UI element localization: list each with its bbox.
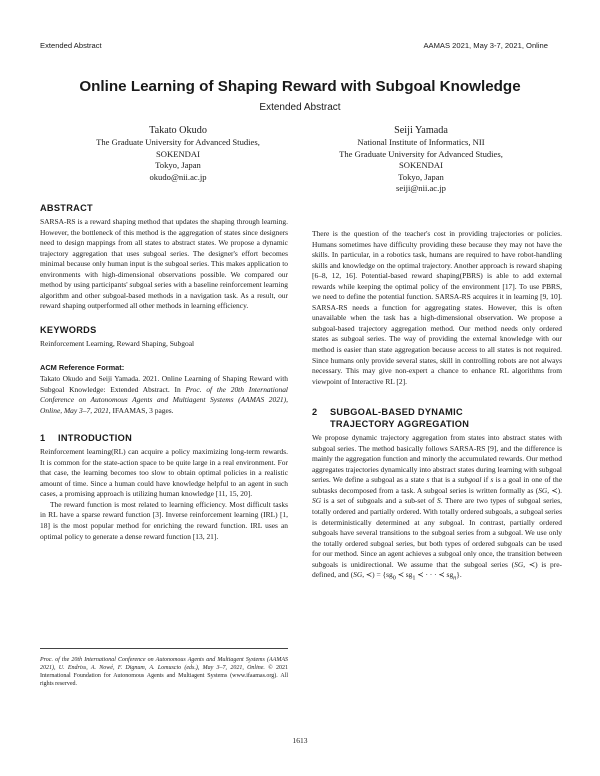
running-header-right: AAMAS 2021, May 3-7, 2021, Online (423, 41, 548, 50)
acm-reference-text (40, 374, 288, 416)
acm-reference-end: , IFAAMAS, 3 pages. (108, 405, 174, 415)
math-symbol: SG (353, 570, 363, 580)
section-title: INTRODUCTION (58, 433, 133, 444)
math-run: , ≺) = {sg (362, 570, 393, 580)
paper-subtitle: Extended Abstract (259, 102, 341, 113)
text-run: if (481, 475, 491, 485)
math-symbol: SG (312, 496, 322, 506)
author-block-2 (301, 124, 541, 195)
keywords-heading: KEYWORDS (40, 324, 97, 335)
right-column (312, 229, 562, 584)
text-run: , ≺). (547, 485, 562, 495)
text-run: We propose dynamic trajectory aggregation from states into abstract states with subgoal series. The method basically follows SARSA-RS [9], and the difference is mainly the aggregation function and minorly the accumulated rewards. Our method aggregates trajectories dynamically into abstract states during learning with subgoal series. We define a subgoal as a state (312, 433, 562, 485)
text-run: , ≺) is pre-defined, and ( (312, 559, 562, 580)
acm-reference-heading: ACM Reference Format: (40, 363, 125, 373)
math-run: ≺ sg (395, 570, 413, 580)
section-number: 1 (40, 433, 46, 444)
author-affiliation: The Graduate University for Advanced Studies, (96, 137, 260, 147)
acm-reference-venue: Proc. of the 20th International Conference on Autonomous Agents and Multiagent Systems (AAMAS 2021), Online, May 3–7, 2021 (40, 384, 288, 415)
text-run: that is a (429, 475, 458, 485)
author-affiliation: SOKENDAI (399, 160, 443, 170)
abstract-heading: ABSTRACT (40, 203, 93, 213)
math-symbol: S (437, 496, 441, 506)
intro-paragraph-1: Reinforcement learning(RL) can acquire a policy maximizing long-term rewards. It is common for the state-action space to be quite large in a real environment. For that case, the learning becomes too slow to obtain optimal policies in a realistic amount of time. Since a human could have knowledge helpful to an agent in such cases, a promising approach is utilizing human knowledge [11, 15, 20]. (40, 447, 288, 499)
intro-paragraph-2: The reward function is most related to learning efficiency. Most difficult tasks in RL have a sparse reward function [3]. Inverse reinforcement learning (IRL) [1, 18] is the most popular method for enriching the reward function. IRL uses an optimal policy to generate a dense reward function [13, 21]. (40, 499, 288, 541)
math-subscript: 0 (392, 574, 396, 582)
author-affiliation: National Institute of Informatics, NII (357, 137, 485, 147)
author-location: Tokyo, Japan (155, 160, 201, 170)
keywords-text: Reinforcement Learning, Reward Shaping, Subgoal (40, 338, 195, 348)
emphasis: subgoal (457, 475, 482, 485)
math-symbol: s (426, 475, 430, 485)
math-run: }. (456, 570, 462, 580)
math-symbol: SG (514, 559, 524, 569)
section-2-heading (312, 407, 562, 430)
section-2-paragraph (312, 433, 562, 584)
introduction-heading (40, 432, 288, 444)
math-subscript: 1 (412, 574, 416, 582)
text-run: . There are two types of subgoal series, totally ordered and partially ordered. With totally ordered subgoals, a subgoal series is deterministically determined at any subgoal. In contrast, partially ordered subgoals have several transitions to the subgoal series from a subgoal. We use only the totally ordered subgoal series, but both types of ordered subgoals can be used for our method. Since an agent achieves a subgoal only once, the transition between subgoals is unidirectional. We assume that the subgoal series ( (312, 496, 562, 569)
section-title-line-2: TRAJECTORY AGGREGATION (330, 418, 470, 429)
abstract-text: SARSA-RS is a reward shaping method that updates the shaping through learning. However, the bottleneck of this method is the aggregation of states since designers need to design mappings from all states to abstract states. We propose a dynamic trajectory aggregation that uses subgoal series. The designer's effort becomes minimal because only human input is the subgoal series. This makes application to environments with high-dimensional observations possible. We compared our method by using participants' subgoal series with a baseline reinforcement learning algorithm and other subgoal-based methods in a navigation task. As a result, our reward shaping outperformed all other methods in learning efficiency. (40, 217, 288, 311)
author-email: seiji@nii.ac.jp (396, 183, 446, 193)
page-number: 1613 (292, 736, 308, 745)
author-affiliation: SOKENDAI (156, 148, 200, 159)
math-symbol: s (490, 475, 494, 485)
author-affiliation: The Graduate University for Advanced Studies, (339, 148, 503, 159)
paper-title: Online Learning of Shaping Reward with Subgoal Knowledge (79, 78, 521, 95)
author-location: Tokyo, Japan (398, 171, 444, 182)
author-block-1 (58, 124, 298, 183)
author-name: Seiji Yamada (394, 125, 448, 136)
copyright-footnote (40, 648, 288, 688)
author-email: okudo@nii.ac.jp (149, 171, 207, 182)
math-run: ≺ · · · ≺ sg (415, 570, 454, 580)
left-column (40, 202, 288, 542)
footnote-proceedings: Proc. of the 20th International Conference on Autonomous Agents and Multiagent Systems (AAMAS 2021), U. Endriss, A. Nowé, F. Dignum, A. Lomuscio (eds.), May 3–7, 2021, Online. (40, 657, 288, 671)
intro-paragraph-3: There is the question of the teacher's cost in providing trajectories or policies. Humans sometimes have difficulty providing these because they may not have the skills. In particular, in a robotics task, humans are required to have robot-handling skills and knowledge on the optimal trajectory. Another approach is reward shaping [6–8, 12, 16]. Potential-based reward shaping(PBRS) is able to add external rewards while keeping the optimal policy of the environment [17]. To use PBRS, we need to define the potential function. SARSA-RS acquires it in learning [9, 10]. SARSA-RS needs a function for aggregating states. However, this is often unavailable when the task has a high-dimensional observation. We propose a subgoal-based trajectory aggregation method. Our method needs only ordered states as subgoal series. The way of providing the external knowledge with our method is easier than state aggregation because access to all states is not required. Since humans only provide several states, skill in controlling robots are not always necessary. This may give non-expert a chance to enhance RL algorithms from viewpoint of Interactive RL [2]. (312, 229, 562, 386)
author-name: Takato Okudo (149, 125, 207, 136)
section-number: 2 (312, 407, 318, 418)
text-run: is a goal in one of the subtasks decomposed from a task. A subgoal series is written formally as ( (312, 475, 562, 495)
section-title-line-1: SUBGOAL-BASED DYNAMIC (330, 407, 463, 418)
footnote-copyright: © 2021 International Foundation for Autonomous Agents and Multiagent Systems (www.ifaamas.org). All rights reserved. (40, 665, 288, 687)
running-header-left: Extended Abstract (40, 41, 102, 50)
acm-reference-plain: Takato Okudo and Seiji Yamada. 2021. Online Learning of Shaping Reward with Subgoal Knowledge: Extended Abstract. In (40, 374, 288, 394)
math-symbol: SG (538, 485, 548, 495)
text-run: is a set of subgoals and a sub-set of (321, 496, 438, 506)
math-subscript: n (453, 574, 457, 582)
